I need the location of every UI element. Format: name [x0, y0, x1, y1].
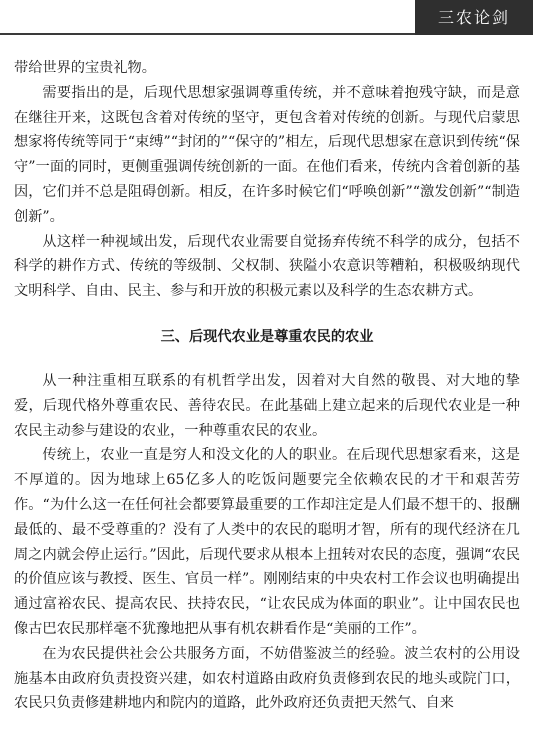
paragraph-continued: 带给世界的宝贵礼物。	[14, 60, 156, 76]
paragraph-farming-profession: 传统上，农业一直是穷人和没文化的人的职业。在后现代思想家看来，这是不厚道的。因为地球上65亿多人的吃饭问题要完全依赖农民的才干和艰苦劳作。“为什么这一在任何社会都要算最重要的工作却注定是人们最不想干的、报酬最低的、最不受尊重的？没有了人类中的农民的聪明才智，所有的现代经济在几周之内就会停止运行。”因此，后现代要求从根本上扭转对农民的态度，强调“农民的价值应该与教授、医生、官员一样”。刚刚结束的中央农村工作会议也明确提出通过富裕农民、提高农民、扶持农民，“让农民成为体面的职业”。让中国农民也像古巴农民那样毫不犹豫地把从事有机农耕看作是“美丽的工作”。	[14, 447, 520, 637]
section-tab: 三农论剑	[415, 0, 533, 35]
paragraph-respect-farmers: 从一种注重相互联系的有机哲学出发，因着对大自然的敬畏、对大地的挚爱，后现代格外尊重农民、善待农民。在此基础上建立起来的后现代农业是一种农民主动参与建设的农业，一种尊重农民的农业。	[14, 372, 520, 439]
article-body	[14, 56, 520, 716]
section-heading: 三、后现代农业是尊重农民的农业	[160, 328, 374, 345]
paragraph-perspective: 从这样一种视域出发，后现代农业需要自觉扬弃传统不科学的成分，包括不科学的耕作方式、传统的等级制、父权制、狭隘小农意识等糟粕，积极吸纳现代文明科学、自由、民主、参与和开放的积极元素以及科学的生态农耕方式。	[14, 233, 520, 300]
paragraph-public-services: 在为农民提供社会公共服务方面，不妨借鉴波兰的经验。波兰农村的公用设施基本由政府负责投资兴建，如农村道路由政府负责修到农民的地头或院门口，农民只负责修建耕地内和院内的道路，此外政府还负责把天然气、自来	[14, 645, 520, 712]
paragraph-tradition-innovation: 需要指出的是，后现代思想家强调尊重传统，并不意味着抱残守缺，而是意在继往开来，这既包含着对传统的坚守，更包含着对传统的创新。与现代启蒙思想家将传统等同于“束缚”“封闭的”“保守的”相左，后现代思想家在意识到传统“保守”一面的同时，更侧重强调传统创新的一面。在他们看来，传统内含着创新的基因，它们并不总是阻碍创新。相反，在许多时候它们“呼唤创新”“激发创新”“制造创新”。	[14, 84, 520, 225]
